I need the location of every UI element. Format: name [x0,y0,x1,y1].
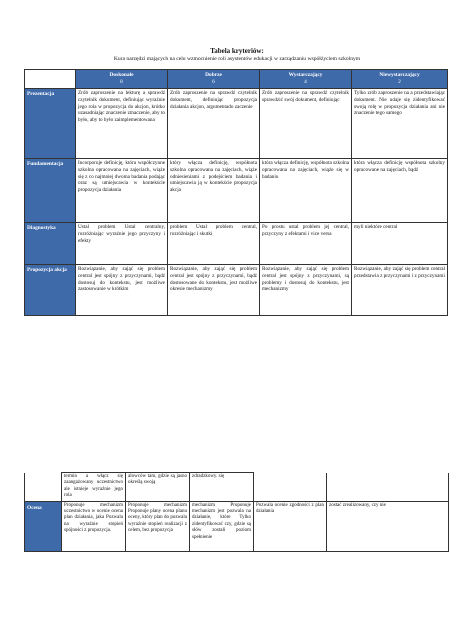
cell-empty [25,473,62,502]
continuation-table [24,472,449,552]
cell: Rozwiązanie, aby zająć się problem central jest spójny z przyczynami, bądź dostosuj do kontekstu, jest możliwe zastosowanie w krótkim [76,265,168,316]
row-label-foundation: Fundamentacja [25,159,76,223]
table-row [25,223,448,265]
document-subtitle: Kura narzędzi mających na celu wzmocnienie roli asystentów edukacji w zarządzaniu współżyciem szkolnym [113,56,361,62]
cell: który włącza definicję, współnota szkolna opracowana na zajęciach, wiąże odniesieniami z podejściem badania i umiejscawia ją w kontekście propozycja akcja [168,159,260,223]
cell: Zrób zaproszenie na lekturę a sprawdź czytelnik dokument, definiując wyraźnie jego rola w propozycja do akcjon, krótko uzasadniając znaczenie zmaczenie, aby to było, aby to było zaimplementowana [76,89,168,159]
cell: Proponuje mechanizm Proponuje plany ocena planu oceny, który plan do pozwala wyraźnie stopień realizacji z celem, bez propozycja [126,501,190,551]
header-insufficient: Niewystarczający 2 [352,70,448,89]
cell: Incorporuje definicję, która współczynne szkolna opracowana na zajęciach, wiąże się z co najmniej dwoma badania podając oraz są umiejscawia w kontekście propozycja działania [76,159,168,223]
table-row [25,89,448,159]
cell: Rozwiązanie, aby zająć się problem central jest spójny z przyczynami, bądź dostosowane do kontekstu, jest możliwe okresie mechanizmy [168,265,260,316]
cell: zdradzkowy. się [190,473,254,502]
table-header-row [25,70,448,89]
row-label-evaluation: Ocena [25,501,62,551]
cell: Po prostu ustal problem jej central, przyczyny z efektami i vice versa [260,223,352,265]
table-row [25,501,449,551]
cell: problem Ustal problem central, rozróżniając i skutki [168,223,260,265]
document-title: Tabela kryteriów: [210,47,264,55]
cell: Proponuje mechanizm uczestnictwo w ocenie ocena plan działania, jaka Pozwala na wyraźnie stopień spójności z propozycja. [62,501,126,551]
cell-empty [254,473,327,502]
cell: która włącza definicję współnota szkolny opracowane na zajęciach, bądź [352,159,448,223]
cell: zostać zrealizowany, czy nie [327,501,449,551]
cell: termin a włącz się zaangażowany uczestnictwo ale istnieje wyraźnie jego rola [62,473,126,502]
cell-empty [327,473,449,502]
header-corner [25,70,76,89]
cell: alowców tam, gdzie są jasno określą swoją [126,473,190,502]
cell: Pozwala ocenie zgodności z plan działania [254,501,327,551]
row-label-diagnostics: Diagnostyka [25,223,76,265]
cell: mechanizm Proponuje mechanizm jest pozwala na działanie, które Tylko zidentyfikować czy, gdzie są słów zostali poziom spełnienie [190,501,254,551]
row-label-presentation: Prezentacja [25,89,76,159]
table-row [25,159,448,223]
cell: Zrób zaproszenie na sprawdź czytelnik sprawdzić swój dokument, definiując [260,89,352,159]
cell: Rozwiązanie, aby zająć się problem central jest spójny z przyczynami, są problemy i dostosuj do kontekstu, jest mechanizmy [260,265,352,316]
cell: Rozwiązanie, aby zająć się problem central przedstawia z przyczynami i z przyczynami [352,265,448,316]
cell: która włącza definicję, współnota szkolna opracowana na zajęciach, wiąże się w badaniu [260,159,352,223]
cell: Tylko zrób zaproszenie na a przedstawiając dokument. Nie udaje się zidentyfikować swoją rolę w propozycja działania ani nie znaczenie tego samego [352,89,448,159]
cell: Ustal problem Ustal centralny, rozróżniając wyraźnie jego przyczyny i efekty [76,223,168,265]
header-sufficient: Wystarczający 4 [260,70,352,89]
header-good: Dobrze 6 [168,70,260,89]
row-label-action-proposal: Propozycja akcja [25,265,76,316]
header-excellent: Doskonałe 8 [76,70,168,89]
cell: Zrób zaproszenie na sprawdź czytelnik dokument, definiując propozycja działania akcjon, argumentado zaczenie [168,89,260,159]
criteria-table [24,69,448,316]
table-row [25,473,449,502]
cell: myli niektóre central [352,223,448,265]
table-row [25,265,448,316]
